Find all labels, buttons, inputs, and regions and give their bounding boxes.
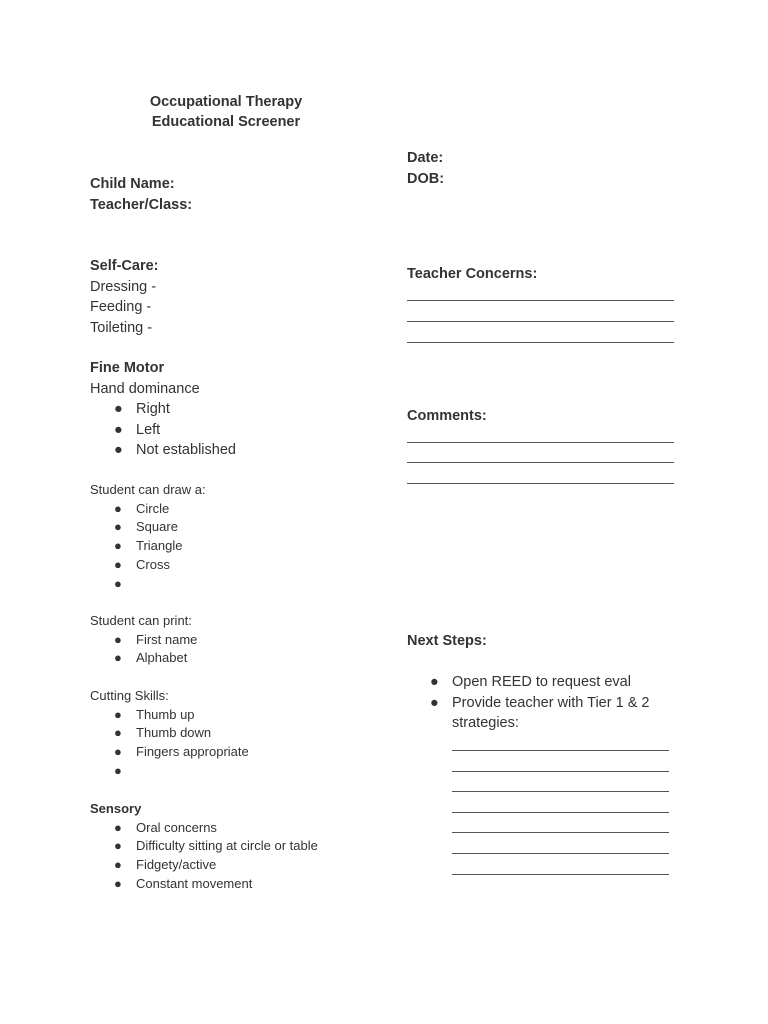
list-item: ● Constant movement [136, 875, 318, 894]
title-line-2: Educational Screener [151, 114, 301, 130]
draw-section [90, 481, 206, 593]
next-steps-heading: Next Steps: [407, 633, 487, 649]
print-section [90, 612, 197, 668]
print-list [114, 631, 198, 668]
next-steps-section [430, 672, 650, 734]
draw-label: Student can draw a: [90, 482, 206, 497]
bullet-icon: ● [114, 631, 122, 647]
list-item-blank [114, 762, 249, 781]
list-item: ● Oral concerns [136, 819, 318, 838]
self-care-item: Feeding - [90, 299, 152, 315]
list-item: ● Difficulty sitting at circle or table [136, 837, 318, 856]
bullet-icon: ● [114, 556, 122, 572]
self-care-heading: Self-Care: [90, 258, 159, 274]
list-item: ● Circle [136, 500, 206, 519]
comments-line[interactable] [407, 483, 674, 484]
comments-line[interactable] [407, 442, 674, 443]
teacher-concerns-line[interactable] [407, 342, 674, 343]
list-item: ● Alphabet [136, 649, 197, 668]
strategies-line[interactable] [452, 791, 669, 792]
sensory-heading: Sensory [90, 801, 142, 816]
list-item-blank [114, 575, 206, 594]
strategies-line[interactable] [452, 750, 669, 751]
bullet-icon: ● [114, 857, 122, 873]
list-item: ● Thumb down [136, 724, 249, 743]
print-label: Student can print: [90, 613, 192, 628]
bullet-icon: ● [114, 500, 122, 516]
fine-motor-section [90, 358, 236, 461]
bullet-icon: ● [114, 442, 123, 458]
bullet-icon: ● [114, 519, 122, 535]
bullet-icon: ● [430, 694, 439, 711]
child-info [90, 174, 192, 215]
list-item: ● Open REED to request eval [452, 672, 649, 693]
cutting-list [114, 706, 249, 781]
bullet-icon: ● [114, 744, 122, 760]
bullet-icon: ● [114, 401, 123, 417]
dob-label: DOB: [407, 170, 445, 187]
strategies-line[interactable] [452, 812, 669, 813]
bullet-icon: ● [114, 762, 122, 778]
bullet-icon: ● [114, 725, 122, 741]
self-care-section [90, 256, 159, 338]
list-item: ● Fingers appropriate [136, 743, 249, 762]
list-item: ● Left [136, 420, 236, 441]
document-title [90, 92, 362, 132]
sensory-section [90, 800, 318, 894]
self-care-item: Toileting - [90, 319, 153, 336]
teacher-concerns-line[interactable] [407, 300, 674, 301]
bullet-icon: ● [430, 674, 439, 690]
strategies-line[interactable] [452, 853, 669, 854]
hand-dominance-list [114, 399, 236, 461]
list-item: ● Fidgety/active [136, 856, 318, 875]
bullet-icon: ● [114, 838, 122, 854]
bullet-icon: ● [114, 650, 122, 666]
bullet-icon: ● [114, 538, 122, 554]
sensory-list [114, 819, 318, 894]
self-care-item: Dressing - [90, 278, 157, 295]
date-label: Date: [407, 150, 444, 166]
bullet-icon: ● [114, 819, 122, 835]
comments-line[interactable] [407, 462, 674, 463]
fine-motor-heading: Fine Motor [90, 360, 165, 376]
bullet-icon: ● [114, 875, 122, 891]
list-item: ● First name [136, 631, 197, 650]
bullet-icon: ● [114, 421, 123, 438]
list-item: ● Provide teacher with Tier 1 & 2 strategies: [430, 694, 650, 731]
bullet-icon: ● [114, 706, 122, 722]
strategies-line[interactable] [452, 832, 669, 833]
comments-heading: Comments: [407, 408, 487, 424]
cutting-label: Cutting Skills: [90, 688, 169, 703]
teacher-concerns-heading: Teacher Concerns: [407, 266, 538, 282]
teacher-class-label: Teacher/Class: [90, 196, 193, 213]
list-item: ● Cross [136, 556, 206, 575]
date-info [407, 148, 444, 189]
cutting-section [90, 687, 249, 781]
child-name-label: Child Name: [90, 176, 175, 192]
list-item: ● Square [136, 518, 206, 537]
strategies-line[interactable] [452, 874, 669, 875]
next-steps-list [430, 672, 650, 734]
bullet-icon: ● [114, 575, 122, 591]
list-item: ● Right [136, 399, 236, 420]
list-item: ● Triangle [136, 537, 206, 556]
teacher-concerns-line[interactable] [407, 321, 674, 322]
strategies-line[interactable] [452, 771, 669, 772]
title-line-1: Occupational Therapy [149, 94, 303, 110]
draw-list [114, 500, 206, 594]
hand-dominance-label: Hand dominance [90, 380, 200, 397]
list-item: ● Thumb up [136, 706, 249, 725]
list-item: ● Not established [136, 440, 236, 461]
